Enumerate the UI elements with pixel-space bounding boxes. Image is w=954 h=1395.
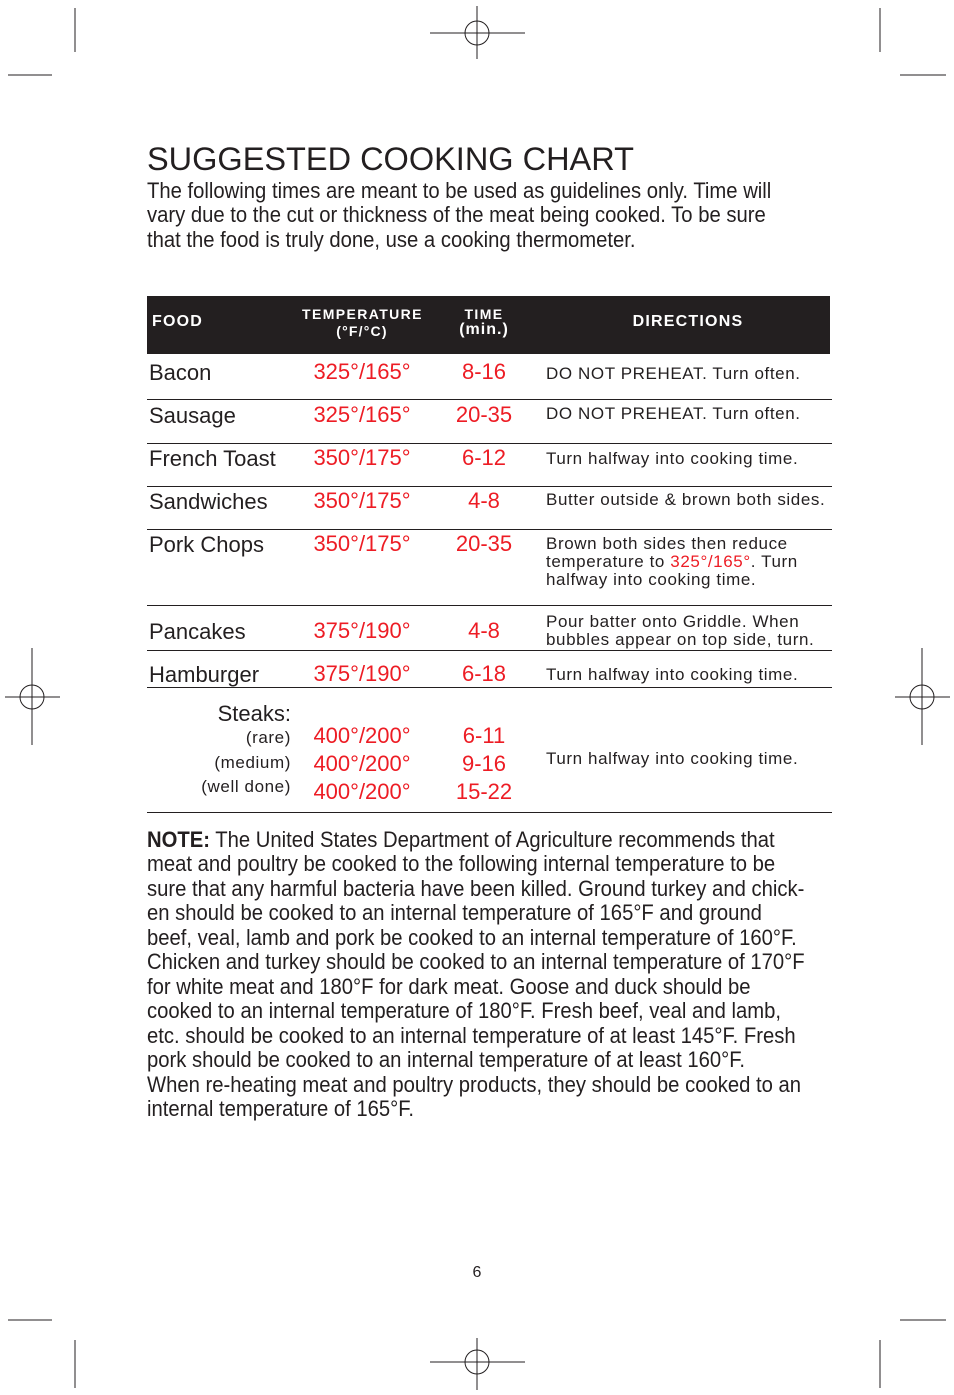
- page-title: SUGGESTED COOKING CHART: [147, 141, 634, 177]
- note-line: internal temperature of 165°F.: [147, 1095, 415, 1121]
- note-text: The United States Department of Agriculture recommends that: [215, 827, 775, 852]
- doneness-label: (well done): [201, 777, 291, 796]
- registration-mark-circle: [465, 21, 489, 45]
- registration-mark-circle: [20, 685, 44, 709]
- directions-text: [546, 750, 798, 768]
- temperature-value: 400°/200°: [313, 779, 411, 804]
- directions-line: bubbles appear on top side, turn.: [546, 630, 815, 649]
- table-row-sandwiches: [147, 487, 832, 530]
- note-paragraph: [147, 828, 867, 1121]
- directions-segment: temperature to: [546, 552, 665, 571]
- note-line: beef, veal, lamb and pork be cooked to an internal temperature of 160°F.: [147, 924, 797, 950]
- registration-mark-circle: [465, 1350, 489, 1374]
- doneness-label: (rare): [245, 728, 291, 747]
- time-value: 6-12: [461, 445, 507, 470]
- intro-line: that the food is truly done, use a cooking thermometer.: [147, 226, 636, 252]
- food-name: Sandwiches: [149, 489, 268, 514]
- temperature-value: 400°/200°: [313, 723, 411, 748]
- time-value: 20-35: [455, 531, 513, 556]
- food-name: Bacon: [149, 360, 212, 385]
- table-row-bacon: [147, 354, 832, 400]
- temperature-value: 350°/175°: [313, 531, 411, 556]
- temperature-value: 325°/165°: [313, 359, 411, 384]
- table-row-hamburger: [147, 651, 832, 688]
- temperature-list: [302, 722, 422, 806]
- directions-line: Turn halfway into cooking time.: [546, 749, 799, 768]
- table-row-pork-chops: [147, 530, 832, 606]
- food-name: Steaks:: [217, 701, 291, 726]
- directions-line: halfway into cooking time.: [546, 570, 757, 589]
- table-header: [147, 296, 830, 354]
- doneness-label: (medium): [214, 752, 291, 772]
- crop-mark-bottom-left: [8, 1320, 75, 1388]
- temperature-value: 350°/175°: [313, 445, 411, 470]
- intro-line: vary due to the cut or thickness of the meat being cooked. To be sure: [147, 202, 766, 228]
- temperature-value: 375°/190°: [313, 661, 411, 686]
- crop-mark-top-right: [880, 8, 946, 75]
- note-line: When re-heating meat and poultry products, they should be cooked to an: [147, 1071, 802, 1097]
- table-row-french-toast: [147, 444, 832, 487]
- table-row-steaks: [147, 688, 832, 813]
- column-header-temperature-units: (°F/°C): [336, 323, 388, 339]
- column-header-time-units: (min.): [459, 321, 509, 338]
- note-line: sure that any harmful bacteria have been killed. Ground turkey and chick-: [147, 875, 805, 901]
- intro-line: The following times are meant to be used as guidelines only. Time will: [147, 178, 772, 203]
- note-label: NOTE:: [147, 827, 210, 852]
- time-list: [444, 722, 524, 806]
- doneness-list: [147, 726, 291, 800]
- temperature-value: 400°/200°: [313, 751, 411, 776]
- registration-mark-left: [5, 648, 60, 745]
- temperature-value: 375°/190°: [313, 618, 411, 643]
- note-line: pork should be cooked to an internal temperature of at least 160°F.: [147, 1047, 745, 1073]
- crop-mark-bottom-right: [880, 1320, 946, 1388]
- registration-mark-circle: [910, 685, 934, 709]
- time-value: 9-16: [461, 751, 507, 776]
- temperature-highlight: 325°/165°: [670, 552, 751, 571]
- food-name: French Toast: [149, 446, 276, 471]
- registration-mark-top: [430, 6, 525, 59]
- column-header-food: FOOD: [152, 313, 204, 330]
- time-value: 15-22: [455, 779, 513, 804]
- directions-line: DO NOT PREHEAT. Turn often.: [546, 364, 801, 383]
- directions-line: Butter outside & brown both sides.: [546, 490, 826, 509]
- note-line: etc. should be cooked to an internal temperature of at least 145°F. Fresh: [147, 1022, 796, 1048]
- directions-line: Pour batter onto Griddle. When: [546, 612, 800, 631]
- note-line: cooked to an internal temperature of 180°F. Fresh beef, veal and lamb,: [147, 998, 781, 1024]
- column-header-temperature: TEMPERATURE: [302, 306, 423, 322]
- time-value: 6-11: [462, 723, 506, 748]
- page-number: 6: [472, 1264, 482, 1281]
- directions-line: Turn halfway into cooking time.: [546, 449, 799, 468]
- directions-text: [546, 365, 801, 383]
- note-line: [147, 828, 867, 852]
- table-row-sausage: [147, 400, 832, 444]
- food-name: Sausage: [149, 403, 236, 428]
- column-header-directions: DIRECTIONS: [632, 313, 744, 330]
- note-line: meat and poultry be cooked to the following internal temperature to be: [147, 851, 776, 877]
- temperature-value: 325°/165°: [313, 402, 411, 427]
- directions-text: [546, 535, 798, 589]
- table-row-pancakes: [147, 606, 832, 651]
- registration-mark-bottom: [430, 1338, 525, 1390]
- intro-paragraph: [147, 179, 867, 252]
- food-name: Pancakes: [149, 619, 246, 644]
- time-value: 4-8: [468, 618, 500, 643]
- directions-text: [546, 450, 798, 468]
- directions-line: [546, 553, 798, 571]
- note-line: for white meat and 180°F for dark meat. Goose and duck should be: [147, 973, 751, 999]
- directions-text: [546, 491, 825, 509]
- directions-line: Brown both sides then reduce: [546, 534, 788, 553]
- directions-text: [546, 666, 798, 684]
- time-value: 6-18: [461, 661, 507, 686]
- time-value: 8-16: [461, 359, 507, 384]
- temperature-value: 350°/175°: [313, 488, 411, 513]
- registration-mark-right: [895, 648, 950, 745]
- directions-line: DO NOT PREHEAT. Turn often.: [546, 404, 801, 423]
- note-line: Chicken and turkey should be cooked to an internal temperature of 170°F: [147, 949, 805, 975]
- directions-text: [546, 613, 814, 649]
- directions-text: [546, 405, 801, 423]
- time-value: 20-35: [455, 402, 513, 427]
- note-line: en should be cooked to an internal temperature of 165°F and ground: [147, 900, 762, 926]
- crop-mark-top-left: [8, 8, 75, 75]
- directions-line: Turn halfway into cooking time.: [546, 665, 799, 684]
- food-name: Hamburger: [149, 662, 260, 687]
- time-value: 4-8: [468, 488, 500, 513]
- directions-segment: . Turn: [750, 552, 798, 571]
- food-name: Pork Chops: [149, 532, 264, 557]
- column-header-time: TIME: [464, 306, 504, 322]
